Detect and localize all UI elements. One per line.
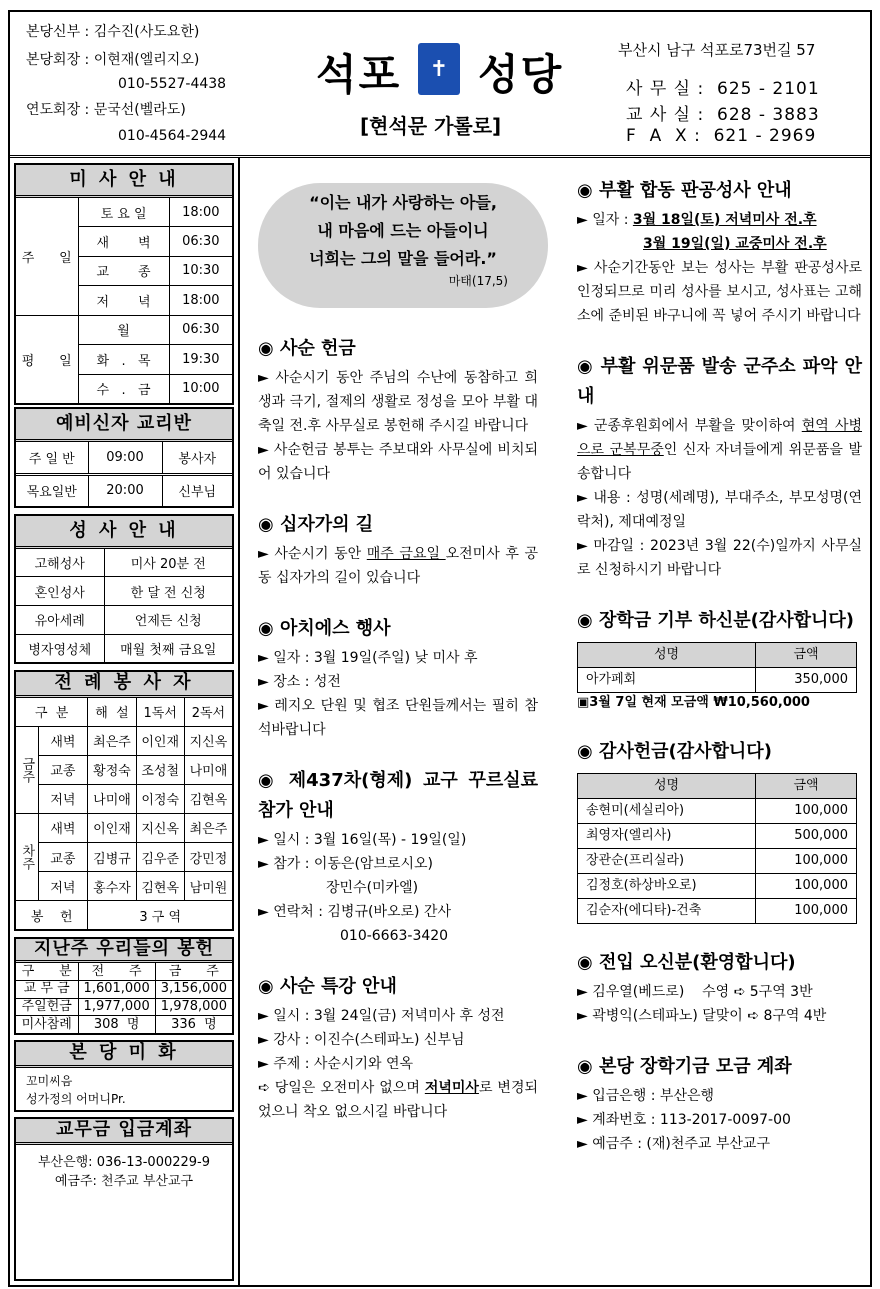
line: ► 곽병익(스테파노) 달맞이 ➪ 8구역 4반 <box>577 1008 827 1024</box>
address: 부산시 남구 석포로73번길 57 <box>618 41 816 59</box>
emphasis: 저녁미사 <box>424 1080 479 1096</box>
server: 황정숙 <box>88 755 136 784</box>
mass-day: 새 벽 <box>78 227 169 256</box>
server: 이인재 <box>88 813 136 842</box>
scholarship-total: ▣3월 7일 현재 모금액 ₩10,560,000 <box>577 695 810 710</box>
server: 이인재 <box>136 726 184 755</box>
sacrament-note: 언제든 신청 <box>104 605 232 634</box>
offering-type: 미사참례 <box>16 1016 78 1034</box>
sunday-label: 주 일 <box>16 198 78 315</box>
church-logo-icon: ✝ <box>418 43 460 95</box>
section-title: ◉ 장학금 기부 하신분(감사합니다) <box>577 610 855 631</box>
donor-amount: 100,000 <box>756 899 857 924</box>
section-title: ◉ 사순 헌금 <box>258 338 356 359</box>
server: 나미애 <box>184 755 232 784</box>
donor-name: 장관순(프리실라) <box>578 849 756 874</box>
sacrament-name: 병자영성체 <box>16 634 104 662</box>
acies-event <box>258 614 538 742</box>
curr-amount: 3,156,000 <box>155 981 232 999</box>
offering-type: 교 무 금 <box>16 981 78 999</box>
flower-line: 성가정의 어머니Pr. <box>26 1092 126 1106</box>
section-title: ◉ 부활 위문품 발송 군주소 파악 안내 <box>577 356 862 407</box>
mass-slot: 저녁 <box>38 784 88 813</box>
emphasis: 매주 금요일 <box>366 546 446 562</box>
section-title: ◉ 제437차(형제) 교구 꾸르실료 참가 안내 <box>258 770 538 821</box>
col-head: 구 분 <box>16 698 88 726</box>
curr-amount: 1,978,000 <box>155 998 232 1016</box>
offering-type: 주일헌금 <box>16 998 78 1016</box>
mass-time: 18:00 <box>169 286 232 315</box>
line: ► 강사 : 이진수(스테파노) 신부님 <box>258 1032 465 1048</box>
donor-name: 김정호(하상바오로) <box>578 874 756 899</box>
chairman-phone: 010-5527-4438 <box>118 76 227 92</box>
sacrament-name: 혼인성사 <box>16 577 104 606</box>
class-time: 09:00 <box>88 442 162 474</box>
pastor: 본당신부 : 김수진(사도요한) <box>26 24 200 40</box>
line: ► 주제 : 사순시기와 연옥 <box>258 1056 413 1072</box>
donor-table <box>577 642 857 693</box>
lent-offering <box>258 334 538 486</box>
text: ► 군종후원회에서 부활을 맞이하여 <box>577 418 802 434</box>
mass-day: 저 녁 <box>78 286 169 315</box>
line: ► 일시 : 3월 24일(금) 저녁미사 후 성전 <box>258 1008 505 1024</box>
sacrament-name: 고해성사 <box>16 549 104 577</box>
mass-slot: 교종 <box>38 755 88 784</box>
stations-of-cross <box>258 510 538 590</box>
mass-slot: 새벽 <box>38 813 88 842</box>
quote-line: 너희는 그의 말을 들어라.” <box>309 249 497 268</box>
offering-title: 지난주 우리들의 봉헌 <box>16 939 232 963</box>
senior-phone: 010-4564-2944 <box>118 128 227 144</box>
donor-amount: 350,000 <box>756 668 857 693</box>
account-holder: 예금주: 천주교 부산교구 <box>54 1174 194 1189</box>
fax: F A X : 621 - 2969 <box>626 126 817 146</box>
scholarship-donors <box>577 606 862 713</box>
section-title: ◉ 감사헌금(감사합니다) <box>577 741 772 762</box>
line: ► 일자 : 3월 19일(주일) 낮 미사 후 <box>258 650 478 666</box>
server: 강민정 <box>184 843 232 872</box>
mass-slot: 저녁 <box>38 872 88 901</box>
paragraph: ► 마감일 : 2023년 3월 22(수)일까지 사무실로 신청하시기 바랍니다 <box>577 538 862 578</box>
text: 인 신자 자녀들에게 위문품을 발송합니다 <box>577 442 862 482</box>
column-divider <box>238 158 240 1287</box>
section-title: ◉ 사순 특강 안내 <box>258 976 397 997</box>
thanks-table <box>577 773 857 924</box>
paragraph: ► 사순기간동안 보는 성사는 부활 판공성사로 인정되므로 미리 성사를 보시고, 성사표는 고해소에 준비된 바구니에 꼭 넣어 주시기 바랍니다 <box>577 260 862 324</box>
text: 오전미사 후 공동 십자가의 길이 있습니다 <box>258 546 538 586</box>
quote-reference: 마태(17,5) <box>448 274 508 288</box>
line: ► 일시 : 3월 16일(목) - 19일(일) <box>258 832 467 848</box>
line: ► 입금은행 : 부산은행 <box>577 1088 715 1104</box>
label: ► 일자 : <box>577 212 633 228</box>
col-head: 전 주 <box>78 963 155 981</box>
paragraph <box>258 542 538 590</box>
class-teacher: 신부님 <box>162 474 232 506</box>
sacrament-title: 성 사 안 내 <box>16 516 232 549</box>
newcomers <box>577 948 862 1028</box>
sacrament-name: 유아세례 <box>16 605 104 634</box>
paragraph: ► 사순헌금 봉투는 주보대와 사무실에 비치되어 있습니다 <box>258 442 538 482</box>
next-week-label: 차주 <box>16 813 38 900</box>
line: ► 레지오 단원 및 협조 단원들께서는 필히 참석바랍니다 <box>258 698 538 738</box>
server: 김현옥 <box>184 784 232 813</box>
catechumen-class <box>14 407 234 508</box>
donor-amount: 100,000 <box>756 799 857 824</box>
col-head: 성명 <box>578 774 756 799</box>
donor-name: 김순자(에디타)-건축 <box>578 899 756 924</box>
server: 조성철 <box>136 755 184 784</box>
chairman: 본당회장 : 이현재(엘리지오) <box>26 52 200 68</box>
section-title: ◉ 본당 장학기금 모금 계좌 <box>577 1056 792 1077</box>
col-head: 금액 <box>756 643 857 668</box>
donor-name: 송현미(세실리아) <box>578 799 756 824</box>
text: ► 사순시기 동안 <box>258 546 367 562</box>
section-title: ◉ 아치에스 행사 <box>258 618 391 639</box>
donor-amount: 100,000 <box>756 874 857 899</box>
center-column <box>258 334 538 1148</box>
mass-day: 수 . 금 <box>78 374 169 403</box>
line: ► 김우열(베드로) 수영 ➪ 5구역 3반 <box>577 984 813 1000</box>
dues-account <box>14 1117 234 1281</box>
col-head: 해 설 <box>88 698 136 726</box>
mass-time: 10:00 <box>169 374 232 403</box>
donor-amount: 500,000 <box>756 824 857 849</box>
church-name-left: 석포 <box>316 50 402 99</box>
server: 김우준 <box>136 843 184 872</box>
patron: [현석문 가롤로] <box>360 114 502 138</box>
senior-chair: 연도회장 : 문국선(벨라도) <box>26 102 186 118</box>
curr-amount: 336 명 <box>155 1016 232 1034</box>
flower-decor <box>14 1040 234 1112</box>
col-head: 금 주 <box>155 963 232 981</box>
paragraph <box>577 414 862 486</box>
section-title: ◉ 십자가의 길 <box>258 514 374 535</box>
header <box>8 10 872 158</box>
mass-day: 토 요 일 <box>78 198 169 227</box>
line: ► 참가 : 이동은(암브로시오) <box>258 856 433 872</box>
sacrament-note: 한 달 전 신청 <box>104 577 232 606</box>
mass-day: 월 <box>78 315 169 344</box>
mass-time: 06:30 <box>169 227 232 256</box>
office-phone: 사 무 실 : 625 - 2101 <box>626 79 820 99</box>
col-head: 금액 <box>756 774 857 799</box>
lent-lecture <box>258 972 538 1124</box>
quote-line: “이는 내가 사랑하는 아들, <box>309 193 497 212</box>
date: 3월 18일(토) 저녁미사 전.후 <box>632 212 817 228</box>
line: ► 연락처 : 김병규(바오로) 간사 <box>258 904 451 920</box>
server: 나미애 <box>88 784 136 813</box>
sacrament-note: 매월 첫째 금요일 <box>104 634 232 662</box>
col-head: 구 분 <box>16 963 78 981</box>
mass-slot: 새벽 <box>38 726 88 755</box>
sacrament-info <box>14 514 234 664</box>
server: 김병규 <box>88 843 136 872</box>
line: 010-6663-3420 <box>340 928 449 944</box>
paragraph: ► 사순시기 동안 주님의 수난에 동참하고 희생과 극기, 절제의 생활로 정성을 모아 부활 대축일 전.후 사무실로 봉헌해 주시길 바랍니다 <box>258 370 538 434</box>
line: ► 예금주 : (재)천주교 부산교구 <box>577 1136 770 1152</box>
mass-slot: 교종 <box>38 843 88 872</box>
church-name-right: 성당 <box>478 50 564 99</box>
sacrament-note: 미사 20분 전 <box>104 549 232 577</box>
prev-amount: 1,977,000 <box>78 998 155 1016</box>
offering-label: 봉 헌 <box>16 901 88 929</box>
weekday-label: 평 일 <box>16 315 78 403</box>
right-column <box>577 176 862 1180</box>
line: 장민수(미카엘) <box>326 880 419 896</box>
server: 최은주 <box>184 813 232 842</box>
this-week-label: 금주 <box>16 726 38 813</box>
server: 남미원 <box>184 872 232 901</box>
text: ➪ 당일은 오전미사 없으며 <box>258 1080 425 1096</box>
account-bank: 부산은행: 036-13-000229-9 <box>37 1155 211 1170</box>
server: 지신옥 <box>136 813 184 842</box>
class-name: 주 일 반 <box>16 442 88 474</box>
text: 로 변경되었으니 착오 없으시길 바랍니다 <box>258 1080 538 1120</box>
mass-schedule <box>14 163 234 405</box>
offering-district: 3 구 역 <box>88 901 232 929</box>
server: 홍수자 <box>88 872 136 901</box>
server: 최은주 <box>88 726 136 755</box>
mass-time: 18:00 <box>169 198 232 227</box>
mass-day: 화 . 목 <box>78 345 169 374</box>
liturgy-servers <box>14 670 234 931</box>
edu-phone: 교 사 실 : 628 - 3883 <box>626 105 820 125</box>
easter-confession <box>577 176 862 328</box>
col-head: 성명 <box>578 643 756 668</box>
col-head: 1독서 <box>136 698 184 726</box>
mass-day: 교 종 <box>78 256 169 285</box>
server: 이정숙 <box>136 784 184 813</box>
mass-title: 미 사 안 내 <box>16 165 232 198</box>
emphasis: 현역 사병으로 군복무중 <box>577 418 863 458</box>
liturgy-title: 전 례 봉 사 자 <box>16 672 232 698</box>
cursillo <box>258 766 538 948</box>
mass-time: 19:30 <box>169 345 232 374</box>
scholarship-account <box>577 1052 862 1156</box>
date: 3월 19일(일) 교중미사 전.후 <box>643 236 827 252</box>
weekly-offering <box>14 937 234 1035</box>
class-teacher: 봉사자 <box>162 442 232 474</box>
catechumen-title: 예비신자 교리반 <box>16 409 232 442</box>
mass-time: 10:30 <box>169 256 232 285</box>
military-gift <box>577 352 862 582</box>
flowers-title: 본 당 미 화 <box>16 1042 232 1068</box>
class-time: 20:00 <box>88 474 162 506</box>
account-title: 교무금 입금계좌 <box>16 1119 232 1145</box>
line: ► 장소 : 성전 <box>258 674 341 690</box>
class-name: 목요일반 <box>16 474 88 506</box>
prev-amount: 1,601,000 <box>78 981 155 999</box>
mass-time: 06:30 <box>169 315 232 344</box>
line: ► 계좌번호 : 113-2017-0097-00 <box>577 1112 791 1128</box>
donor-amount: 100,000 <box>756 849 857 874</box>
section-title: ◉ 전입 오신분(환영합니다) <box>577 952 796 973</box>
scripture-quote <box>258 183 548 308</box>
col-head: 2독서 <box>184 698 232 726</box>
thanks-offering <box>577 737 862 924</box>
line <box>258 1076 538 1124</box>
paragraph: ► 내용 : 성명(세례명), 부대주소, 부모성명(연락처), 제대예정일 <box>577 490 862 530</box>
donor-name: 최영자(엘리사) <box>578 824 756 849</box>
section-title: ◉ 부활 합동 판공성사 안내 <box>577 180 792 201</box>
prev-amount: 308 명 <box>78 1016 155 1034</box>
server: 지신옥 <box>184 726 232 755</box>
flower-line: 꼬미씨음 <box>26 1074 73 1088</box>
donor-name: 아가페회 <box>578 668 756 693</box>
quote-line: 내 마음에 드는 아들이니 <box>317 221 489 240</box>
server: 김현옥 <box>136 872 184 901</box>
